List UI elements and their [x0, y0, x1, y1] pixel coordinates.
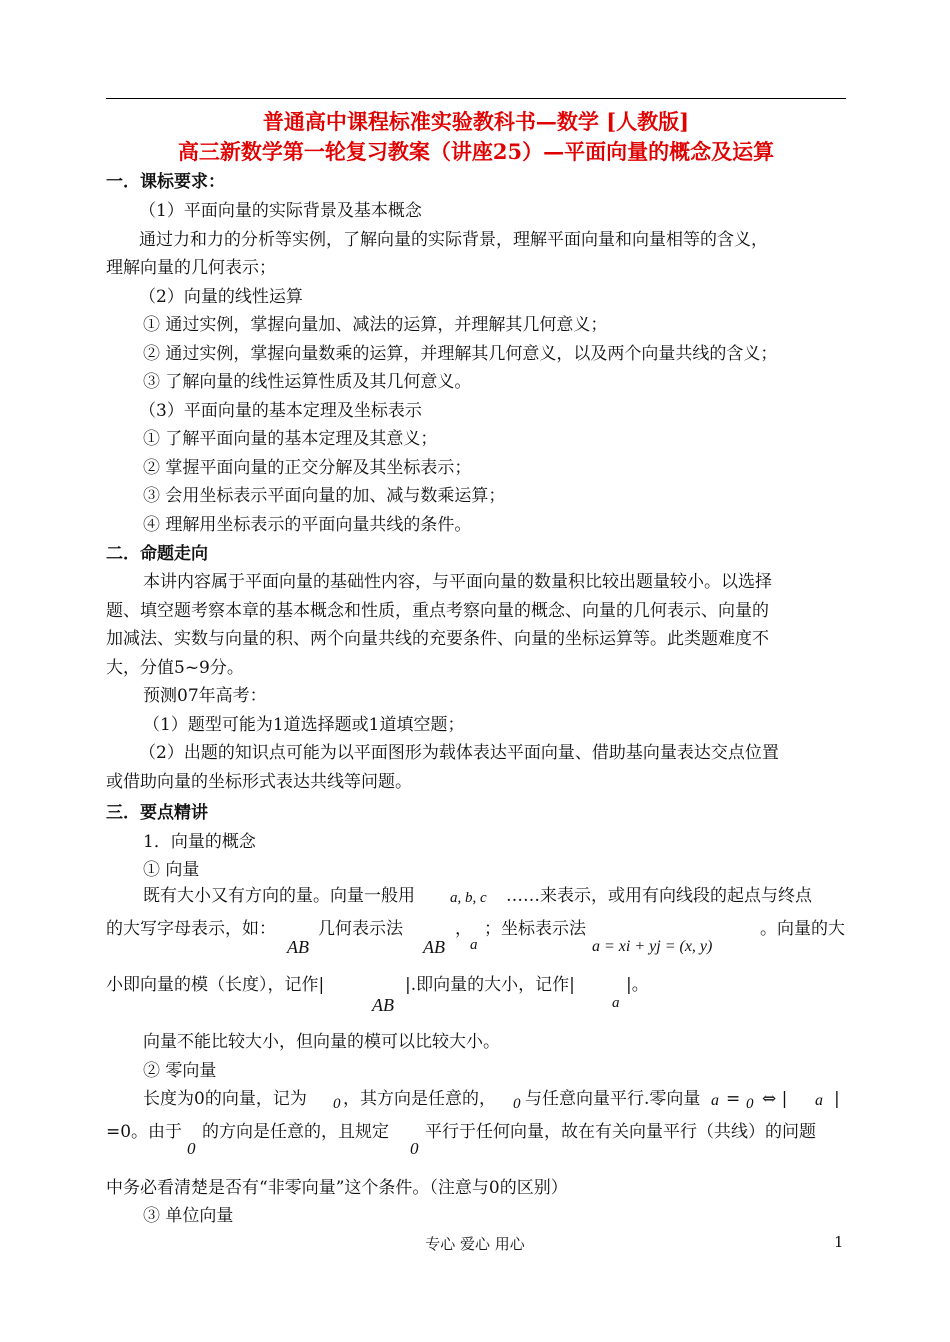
sec2-line2: 题、填空题考察本章的基本概念和性质，重点考察向量的概念、向量的几何表示、向量的	[106, 601, 769, 621]
sec1-p2-title: （2）向量的线性运算	[139, 287, 303, 307]
sec1-p1-line1: 通过力和力的分析等实例，了解向量的实际背景，理解平面向量和向量相等的含义，	[139, 230, 768, 250]
zero-symbol-4: 0	[187, 1139, 196, 1158]
sec2-line4: 大，分值5~9分。	[106, 658, 244, 678]
zero-symbol-2: 0	[513, 1096, 521, 1112]
zero-vector-line1b: ，其方向是任意的，	[343, 1089, 496, 1109]
section3-heading: 三．要点精讲	[106, 803, 208, 823]
vector-coordinate-formula: a = xi + yj = (x, y)	[592, 938, 713, 955]
vector-comma: ，	[455, 919, 472, 939]
sec1-p1-line2: 理解向量的几何表示；	[106, 258, 276, 278]
vector-AB-label: AB	[287, 937, 309, 957]
vector-AB-modulus: AB	[372, 995, 394, 1015]
sec1-p3-item2: ② 掌握平面向量的正交分解及其坐标表示；	[143, 458, 472, 478]
header-rule	[106, 98, 846, 99]
page-number: 1	[834, 1233, 844, 1251]
zero-vector-line1d: ⇔ |	[762, 1089, 788, 1109]
sec2-line6: （1）题型可能为1道选择题或1道填空题；	[143, 715, 465, 735]
sec3-item3: ③ 单位向量	[143, 1206, 234, 1226]
vector-def-line3b: |.即向量的大小，记作|	[405, 975, 575, 995]
zero-vector-line1c: 与任意向量平行.零向量	[525, 1089, 701, 1109]
zero-symbol-3: 0	[746, 1096, 754, 1112]
vector-def-line3c: |。	[626, 975, 649, 995]
vector-AB-geometric: AB	[423, 937, 445, 957]
vector-a-modulus: a	[612, 995, 620, 1011]
sec1-p3-title: （3）平面向量的基本定理及坐标表示	[139, 401, 422, 421]
zero-vector-a: a	[711, 1092, 719, 1109]
vector-def-line2d: 。向量的大	[760, 919, 845, 939]
footer-slogan: 专心 爱心 用心	[425, 1235, 525, 1253]
vector-def-line2c: ；坐标表示法	[484, 919, 586, 939]
section1-heading: 一．课标要求：	[106, 172, 225, 192]
document-title-line2: 高三新数学第一轮复习教案（讲座25）—平面向量的概念及运算	[177, 139, 775, 164]
sec1-p1-title: （1）平面向量的实际背景及基本概念	[139, 201, 422, 221]
vector-def-line2b: 几何表示法	[318, 919, 403, 939]
zero-vector-line2b: 的方向是任意的，且规定	[202, 1122, 389, 1142]
vector-def-line1b: ……来表示，或用有向线段的起点与终点	[506, 886, 812, 906]
sec1-p2-item2: ② 通过实例，掌握向量数乘的运算，并理解其几何意义，以及两个向量共线的含义；	[143, 344, 778, 364]
sec3-item2: ② 零向量	[143, 1061, 217, 1081]
sec1-p2-item1: ① 通过实例，掌握向量加、减法的运算，并理解其几何意义；	[143, 315, 608, 335]
zero-symbol-1: 0	[333, 1096, 341, 1112]
sec2-line3: 加减法、实数与向量的积、两个向量共线的充要条件、向量的坐标运算等。此类题难度不	[106, 629, 769, 649]
vector-def-line2a: 的大写字母表示，如：	[106, 919, 276, 939]
zero-vector-line1e: |	[834, 1089, 840, 1109]
vector-a-label: a	[470, 937, 478, 953]
document-title-line1: 普通高中课程标准实验教科书—数学 [人教版]	[262, 109, 690, 134]
sec3-item1: ① 向量	[143, 860, 200, 880]
sec1-p2-item3: ③ 了解向量的线性运算性质及其几何意义。	[143, 372, 472, 392]
zero-symbol-5: 0	[410, 1139, 419, 1158]
zero-vector-line1a: 长度为0的向量，记为	[143, 1089, 307, 1109]
sec1-p3-item3: ③ 会用坐标表示平面向量的加、减与数乘运算；	[143, 486, 506, 506]
vector-def-line1a: 既有大小又有方向的量。向量一般用	[143, 886, 415, 906]
vector-def-line3a: 小即向量的模（长度），记作|	[106, 975, 325, 995]
sec2-line1: 本讲内容属于平面向量的基础性内容，与平面向量的数量积比较出题量较小。以选择	[143, 572, 772, 592]
zero-vector-line2a: =0。由于	[106, 1122, 183, 1142]
sec2-line7: （2）出题的知识点可能为以平面图形为载体表达平面向量、借助基向量表达交点位置	[139, 743, 779, 763]
sec2-line8: 或借助向量的坐标形式表达共线等问题。	[106, 772, 412, 792]
vector-compare-line: 向量不能比较大小，但向量的模可以比较大小。	[143, 1032, 500, 1052]
vector-symbols-abc: a, b, c	[450, 890, 487, 906]
section2-heading: 二．命题走向	[106, 544, 208, 564]
sec2-line5: 预测07年高考：	[143, 686, 267, 706]
sec1-p3-item1: ① 了解平面向量的基本定理及其意义；	[143, 429, 438, 449]
sec1-p3-item4: ④ 理解用坐标表示的平面向量共线的条件。	[143, 515, 472, 535]
zero-vector-line3: 中务必看清楚是否有“非零向量”这个条件。（注意与0的区别）	[106, 1178, 568, 1198]
zero-vector-a-modulus: a	[815, 1092, 823, 1109]
sec3-sub1: 1．向量的概念	[143, 832, 256, 852]
zero-vector-equals: =	[726, 1089, 741, 1109]
zero-vector-line2c: 平行于任何向量，故在有关向量平行（共线）的问题	[425, 1122, 816, 1142]
